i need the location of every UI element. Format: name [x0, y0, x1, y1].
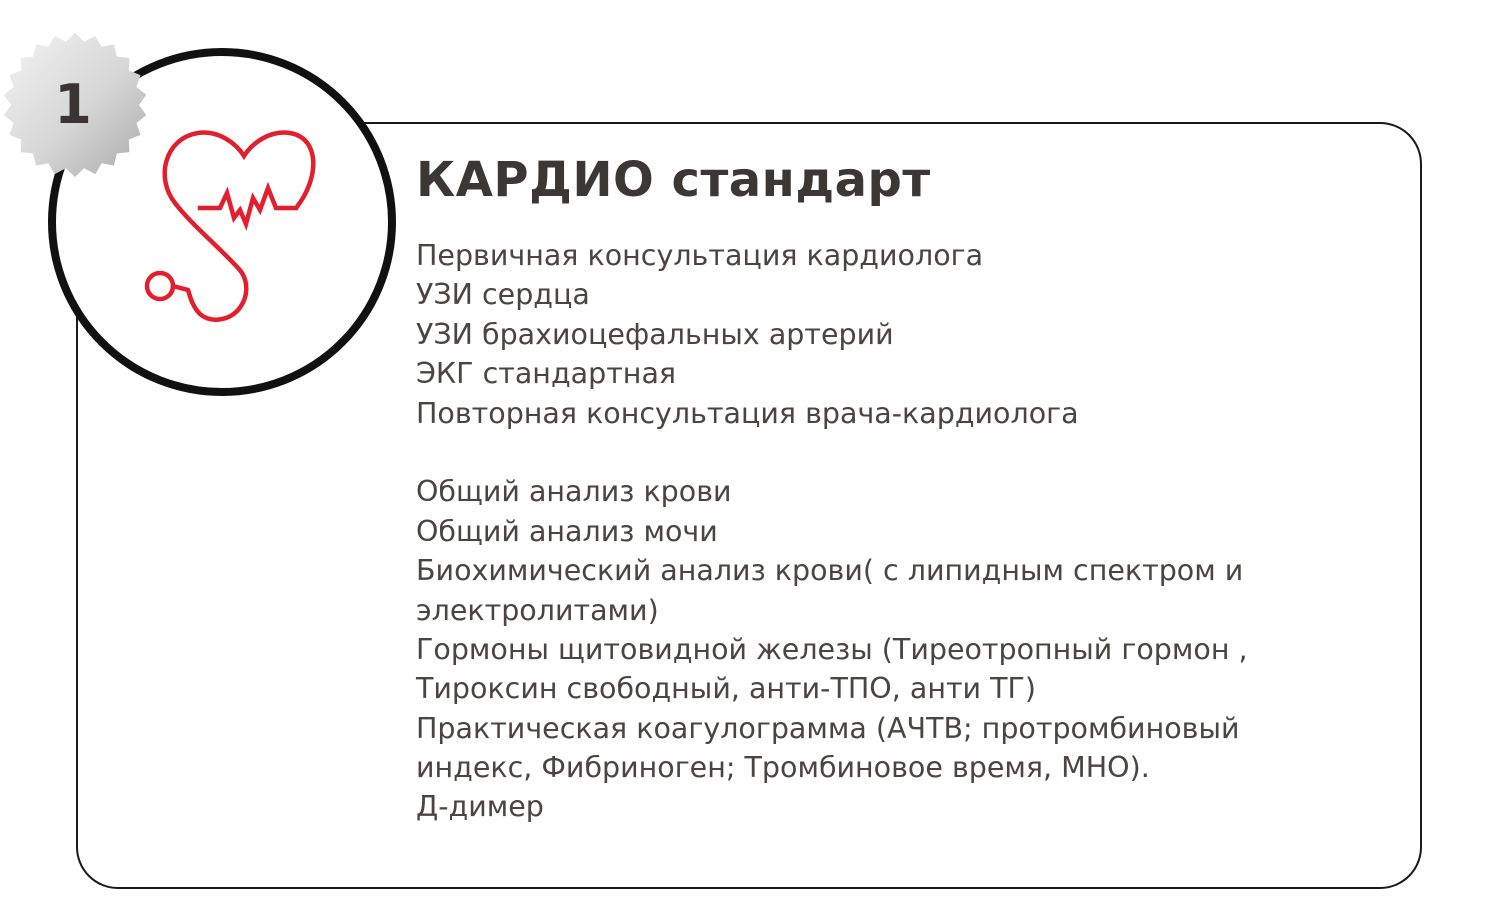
heart-stethoscope-icon	[120, 118, 340, 338]
test-item: Гормоны щитовидной железы (Тиреотропный гормон ,	[416, 632, 1248, 666]
service-item: ЭКГ стандартная	[416, 357, 677, 391]
spacer	[416, 433, 1396, 472]
test-item: Д-димер	[416, 790, 544, 824]
test-item: Биохимический анализ крови( с липидным спектром и	[416, 554, 1244, 588]
service-item: Повторная консультация врача-кардиолога	[416, 396, 1079, 430]
test-item: Тироксин свободный, анти-ТПО, анти ТГ)	[416, 672, 1037, 706]
test-item: Общий анализ крови	[416, 475, 732, 509]
test-item: Общий анализ мочи	[416, 514, 718, 548]
service-item: УЗИ сердца	[416, 278, 590, 312]
test-item: электролитами)	[416, 593, 659, 627]
test-item: индекс, Фибриноген; Тромбиновое время, МНО).	[416, 751, 1150, 785]
package-contents	[416, 236, 1396, 827]
badge-number: 1	[54, 73, 92, 136]
service-item: УЗИ брахиоцефальных артерий	[416, 317, 894, 351]
test-item: Практическая коагулограмма (АЧТВ; протромбиновый	[416, 711, 1240, 745]
package-title: КАРДИО стандарт	[416, 152, 931, 208]
service-item: Первичная консультация кардиолога	[416, 239, 984, 272]
